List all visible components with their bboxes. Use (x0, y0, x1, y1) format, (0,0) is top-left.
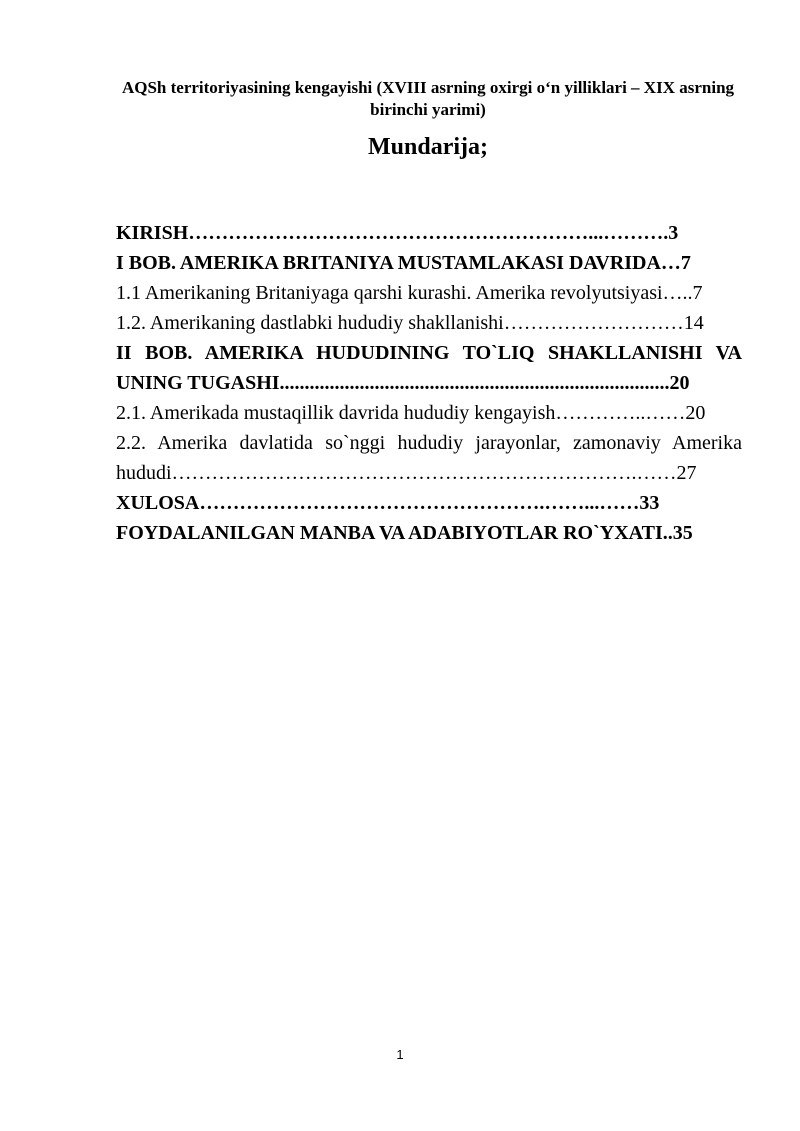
toc-entry-chapter-1: I BOB. AMERIKA BRITANIYA MUSTAMLAKASI DAVRIDA…7 (116, 252, 691, 274)
toc-entry-xulosa: XULOSA…………………………………………….……...……33 (116, 492, 660, 514)
table-of-contents (116, 218, 742, 548)
toc-entry-section-1-2: 1.2. Amerikaning dastlabki hududiy shakllanishi………………………14 (116, 312, 704, 334)
toc-entry-section-1-1: 1.1 Amerikaning Britaniyaga qarshi kurashi. Amerika revolyutsiyasi…..7 (116, 282, 703, 304)
page-number: 1 (396, 1047, 404, 1062)
toc-entry-references: FOYDALANILGAN MANBA VA ADABIYOTLAR RO`YXATI..35 (116, 522, 693, 544)
document-title: AQSh territoriyasining kengayishi (XVIII asrning oxirgi o‘n yilliklari – XIX asrning birinchi yarimi) (121, 78, 735, 119)
toc-entry-chapter-2: II BOB. AMERIKA HUDUDINING TO`LIQ SHAKLLANISHI VA UNING TUGASHI..............................................................................20 (116, 342, 742, 394)
toc-heading: Mundarija; (368, 134, 488, 160)
toc-entry-section-2-2: 2.2. Amerika davlatida so`nggi hududiy jarayonlar, zamonaviy Amerika hududi…………………………………………………………….……27 (116, 432, 742, 484)
toc-entry-section-2-1: 2.1. Amerikada mustaqillik davrida hududiy kengayish…………..……20 (116, 402, 706, 424)
toc-entry-kirish: KIRISH……………………………………………………...……….3 (116, 222, 679, 244)
